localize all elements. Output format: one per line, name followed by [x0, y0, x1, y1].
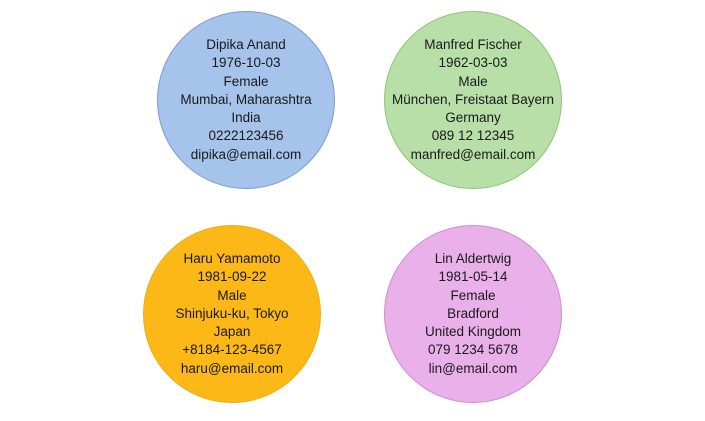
contact-email: haru@email.com — [180, 360, 284, 376]
contact-gender: Male — [458, 73, 488, 89]
contact-name: Haru Yamamoto — [183, 251, 281, 267]
contact-birthdate: 1976-10-03 — [211, 55, 281, 71]
contact-phone: +8184-123-4567 — [182, 342, 282, 358]
contact-country: United Kingdom — [424, 324, 522, 340]
contact-name: Dipika Anand — [206, 37, 286, 53]
contact-birthdate: 1981-05-14 — [438, 269, 508, 285]
contact-birthdate: 1962-03-03 — [438, 55, 508, 71]
contact-card-haru — [143, 225, 321, 403]
contact-email: lin@email.com — [428, 360, 518, 376]
contact-city: München, Freistaat Bayern — [391, 91, 555, 107]
contact-gender: Female — [223, 73, 269, 89]
contact-email: dipika@email.com — [190, 146, 302, 162]
contact-country: Japan — [213, 324, 251, 340]
contact-phone: 089 12 12345 — [431, 128, 515, 144]
contact-card-lin — [384, 225, 562, 403]
contact-gender: Male — [217, 287, 247, 303]
contact-phone: 0222123456 — [208, 128, 284, 144]
contact-country: India — [231, 110, 261, 126]
contact-country: Germany — [445, 110, 501, 126]
contact-card-dipika — [157, 11, 335, 189]
contact-name: Manfred Fischer — [424, 37, 522, 53]
contact-birthdate: 1981-09-22 — [197, 269, 267, 285]
contact-gender: Female — [450, 287, 496, 303]
contact-city: Shinjuku-ku, Tokyo — [175, 305, 289, 321]
contact-email: manfred@email.com — [410, 146, 536, 162]
contact-name: Lin Aldertwig — [434, 251, 512, 267]
contact-card-manfred — [384, 11, 562, 189]
contact-city: Bradford — [447, 305, 499, 321]
contact-phone: 079 1234 5678 — [427, 342, 519, 358]
contact-city: Mumbai, Maharashtra — [180, 91, 312, 107]
